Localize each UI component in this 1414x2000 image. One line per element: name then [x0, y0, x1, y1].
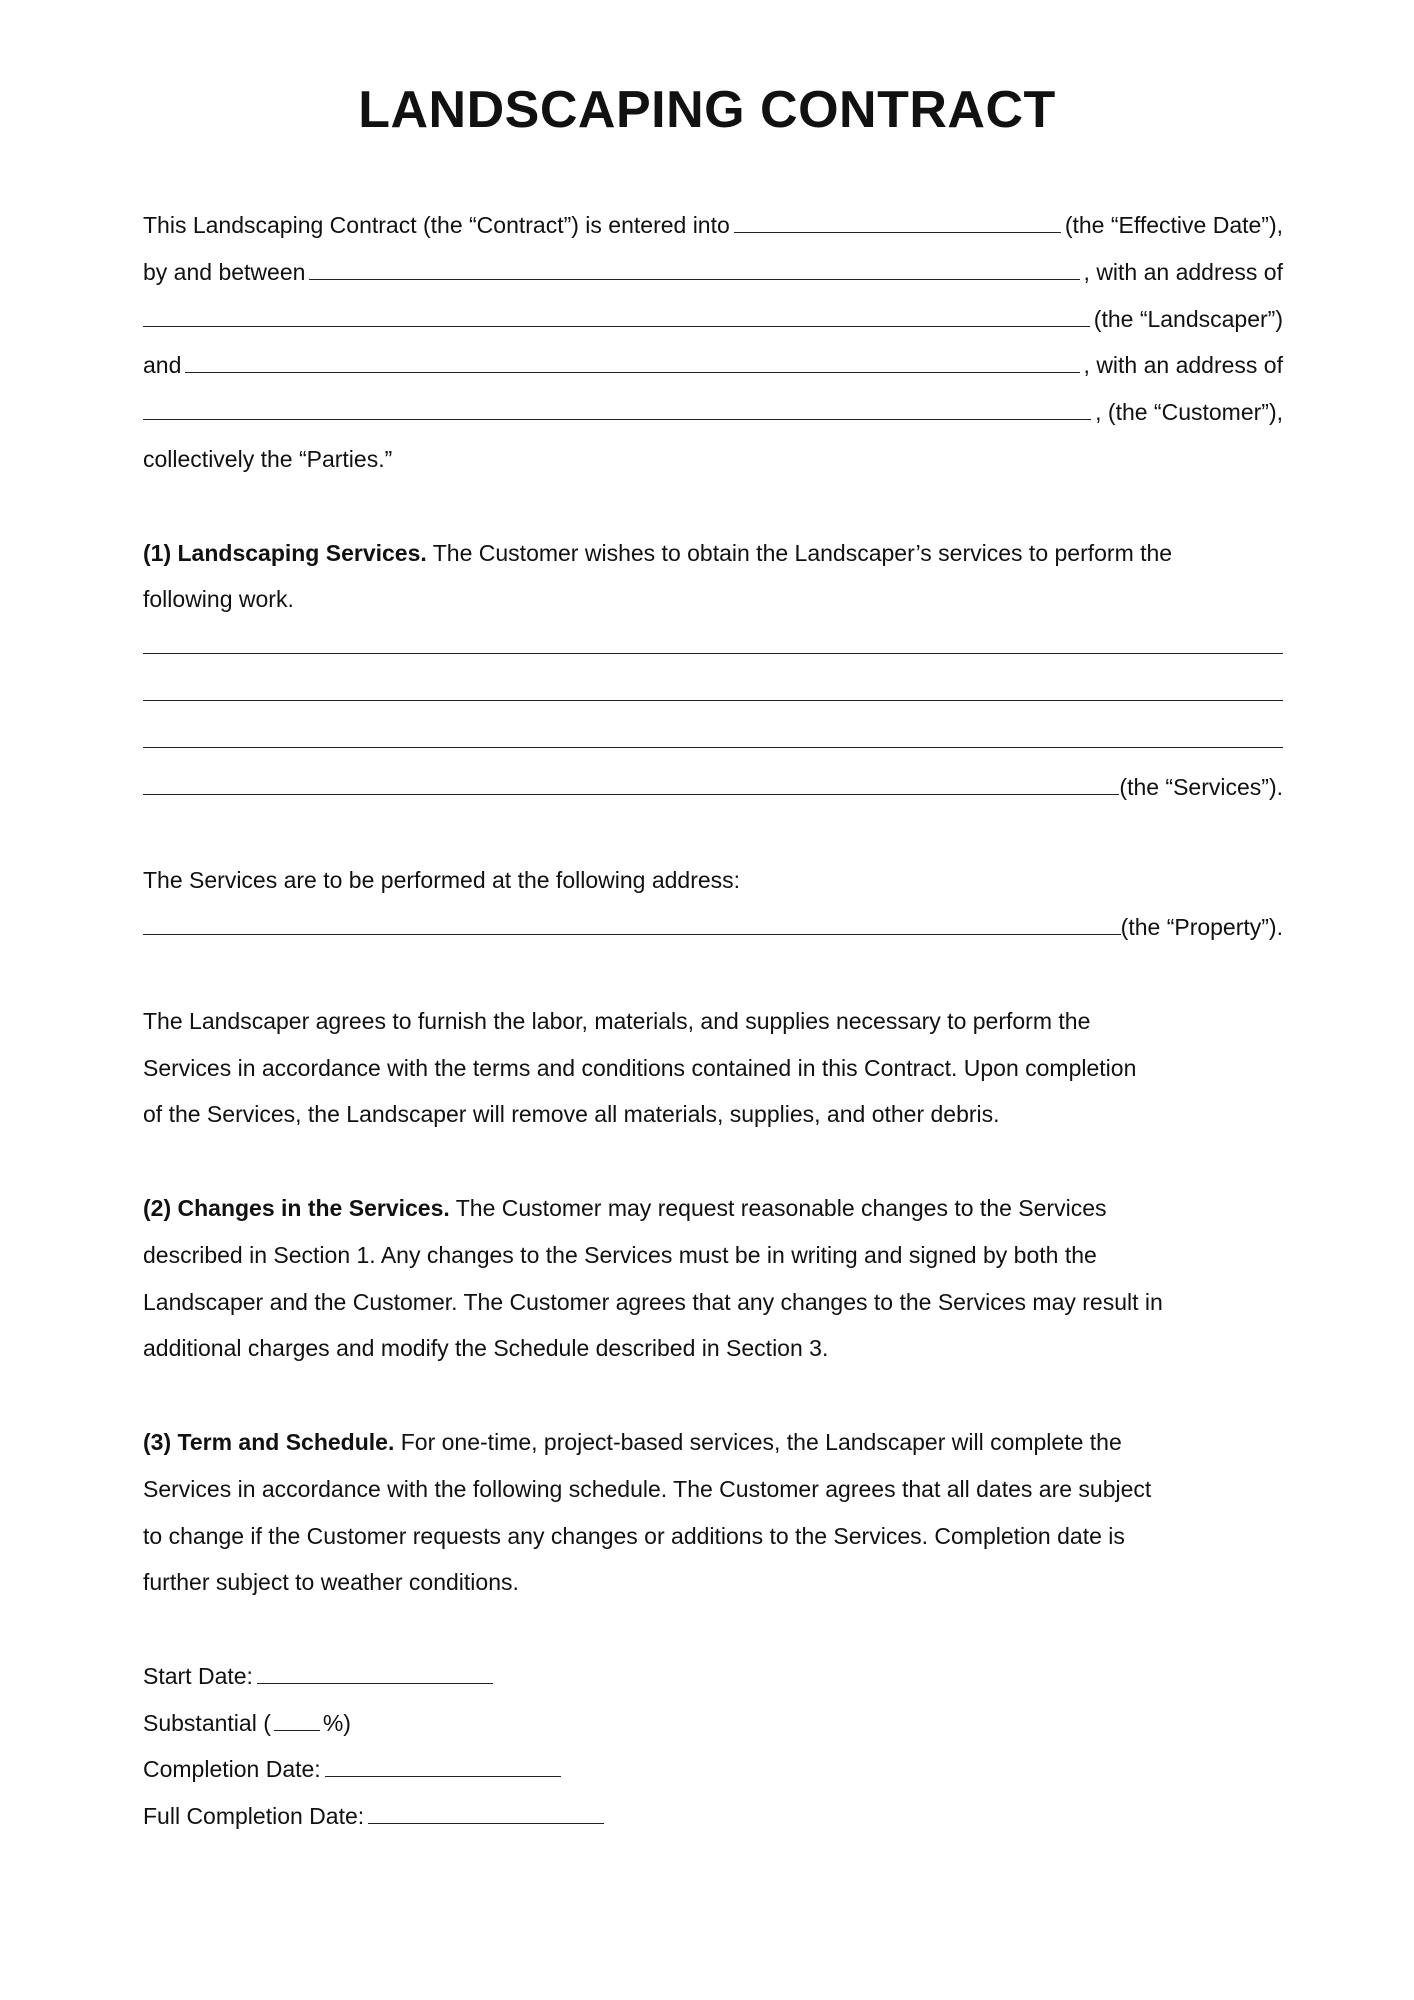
paragraph-line: of the Services, the Landscaper will remove all materials, supplies, and other debris. — [143, 1101, 1000, 1127]
section-2-line-1 — [143, 1185, 1283, 1231]
services-blank[interactable] — [143, 764, 1119, 795]
paragraph-line: Landscaper and the Customer. The Customer agrees that any changes to the Services may result in — [143, 1289, 1163, 1315]
label: Start Date: — [143, 1663, 253, 1689]
intro-line-5 — [143, 389, 1283, 435]
text: (the “Effective Date”), — [1064, 212, 1283, 238]
label: Completion Date: — [143, 1756, 321, 1782]
section-heading: (1) Landscaping Services. — [143, 540, 427, 566]
label: Substantial ( — [143, 1710, 271, 1736]
full-completion-date-blank[interactable] — [368, 1793, 604, 1824]
completion-date-blank[interactable] — [325, 1746, 561, 1777]
intro-line-6: collectively the “Parties.” — [143, 446, 393, 472]
paragraph-line: to change if the Customer requests any changes or additions to the Services. Completion date is — [143, 1523, 1125, 1549]
label: %) — [322, 1710, 351, 1736]
effective-date-blank[interactable] — [734, 202, 1061, 233]
label: Full Completion Date: — [143, 1803, 365, 1829]
text: , with an address of — [1083, 259, 1283, 285]
services-blank-3[interactable] — [143, 717, 1283, 763]
paragraph-line: Services in accordance with the following schedule. The Customer agrees that all dates are subject — [143, 1476, 1152, 1502]
section-3-line-1 — [143, 1419, 1283, 1465]
paragraph-line: The Landscaper agrees to furnish the labor, materials, and supplies necessary to perform the — [143, 1008, 1091, 1034]
text: (the “Landscaper”) — [1093, 306, 1283, 332]
paragraph-line: additional charges and modify the Schedule described in Section 3. — [143, 1335, 829, 1361]
paragraph-line: Services in accordance with the terms and conditions contained in this Contract. Upon completion — [143, 1055, 1137, 1081]
services-blank-1[interactable] — [143, 623, 1283, 669]
substantial-percent-blank[interactable] — [274, 1700, 320, 1731]
text: (the “Property”). — [1120, 914, 1283, 940]
section-1-line-1 — [143, 530, 1283, 576]
paragraph-line: described in Section 1. Any changes to the Services must be in writing and signed by both the — [143, 1242, 1097, 1268]
section-heading: (2) Changes in the Services. — [143, 1195, 450, 1221]
text: The Customer wishes to obtain the Landscaper’s services to perform the — [426, 540, 1173, 566]
start-date-blank[interactable] — [257, 1653, 493, 1684]
document-title: LANDSCAPING CONTRACT — [358, 81, 1056, 139]
substantial-line — [143, 1700, 1283, 1746]
services-blank-4 — [143, 764, 1283, 810]
text: , with an address of — [1083, 352, 1283, 378]
property-line — [143, 904, 1283, 950]
completion-date-line — [143, 1746, 1283, 1792]
property-address-blank[interactable] — [143, 904, 1121, 935]
text: This Landscaping Contract (the “Contract”) is entered into — [143, 212, 730, 238]
intro-line-4 — [143, 342, 1283, 388]
paragraph-line: further subject to weather conditions. — [143, 1569, 519, 1595]
customer-name-blank[interactable] — [185, 342, 1079, 373]
landscaper-name-blank[interactable] — [309, 249, 1079, 280]
text: (the “Services”). — [1119, 774, 1283, 800]
intro-line-1 — [143, 202, 1283, 248]
full-completion-date-line — [143, 1793, 1283, 1839]
text: The Customer may request reasonable changes to the Services — [449, 1195, 1107, 1221]
address-intro: The Services are to be performed at the following address: — [143, 867, 741, 893]
text: , (the “Customer”), — [1095, 399, 1283, 425]
text: For one-time, project-based services, the Landscaper will complete the — [394, 1429, 1122, 1455]
landscaper-address-blank[interactable] — [143, 296, 1090, 327]
intro-line-2 — [143, 249, 1283, 295]
section-1-line-2: following work. — [143, 586, 294, 612]
services-blank-2[interactable] — [143, 670, 1283, 716]
start-date-line — [143, 1653, 1283, 1699]
text: and — [143, 352, 182, 378]
text: by and between — [143, 259, 306, 285]
customer-address-blank[interactable] — [143, 389, 1091, 420]
intro-line-3 — [143, 296, 1283, 342]
section-heading: (3) Term and Schedule. — [143, 1429, 395, 1455]
